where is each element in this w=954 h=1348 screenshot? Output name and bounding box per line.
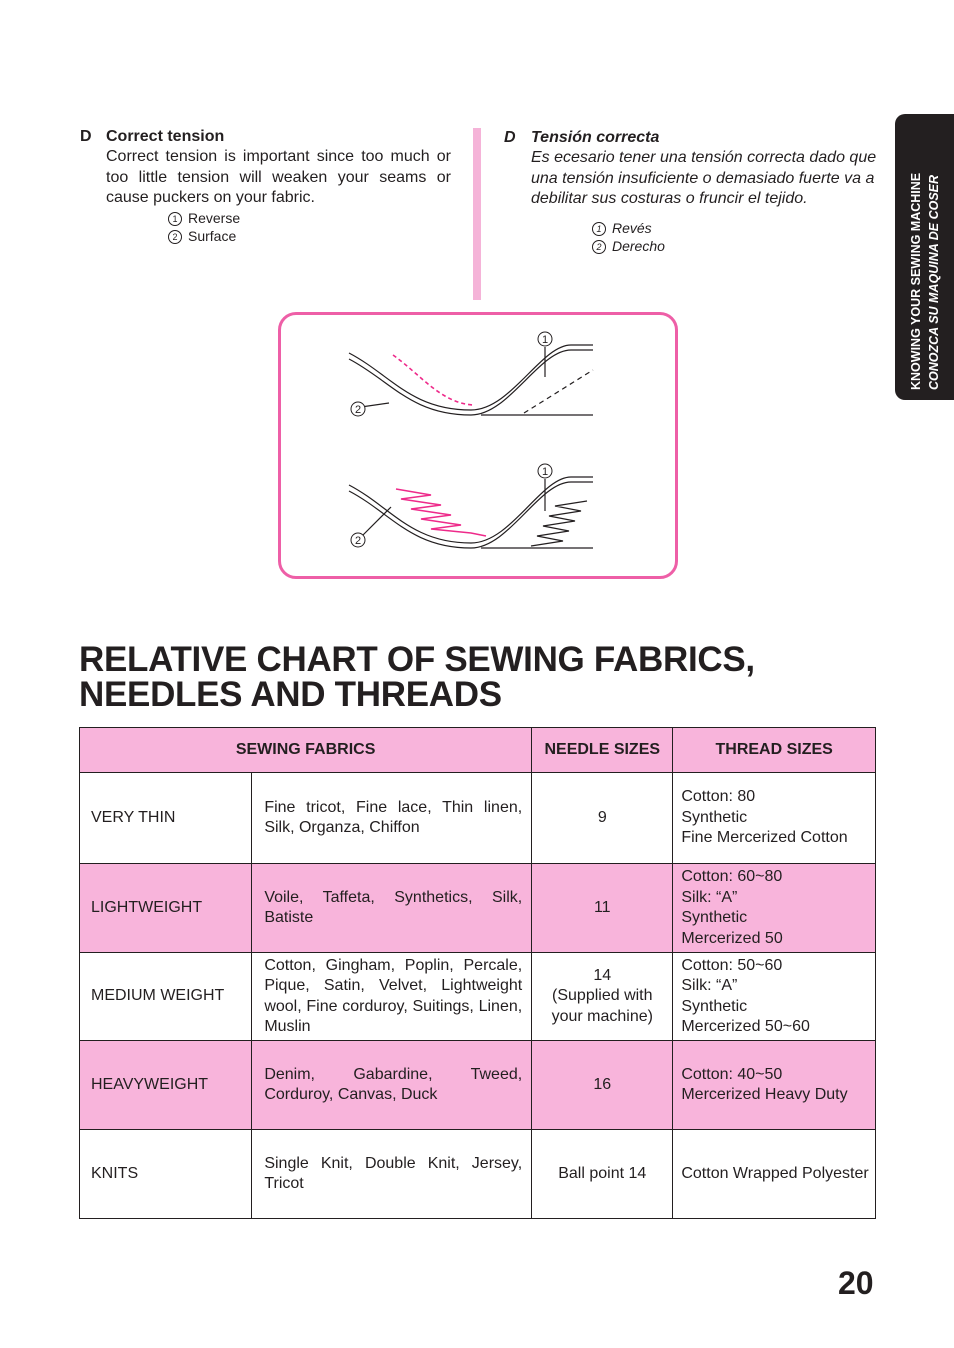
thread-cell: Cotton: 60~80 Silk: “A” Synthetic Mercerized 50 [673,864,876,953]
needle-cell: 9 [532,773,673,864]
legend-label: Reverse [188,210,241,226]
category-cell: MEDIUM WEIGHT [80,953,252,1041]
chapter-side-tab [895,114,954,400]
thread-cell: Cotton: 40~50 Mercerized Heavy Duty [673,1041,876,1130]
header-fabrics: SEWING FABRICS [80,728,532,773]
table-row [80,773,876,864]
legend-label: Surface [188,228,237,244]
legend-es [592,219,665,255]
column-divider [473,128,481,300]
title-line-2: NEEDLES AND THREADS [79,675,502,714]
needle-cell: 11 [532,864,673,953]
section-body-es: Es ecesario tener una tensión correcta dado que una tensión insuficiente o demasiado fuerte va a debilitar sus costuras o fruncir el tejido. [531,149,877,207]
legend-label: Revés [612,220,652,236]
table-row [80,864,876,953]
section-letter-en: D [80,128,92,145]
marker-2-top: 2 [354,404,362,416]
side-tab-label-es: CONOZCA SU MAQUINA DE COSER [927,174,941,390]
legend-en [168,209,240,245]
fabrics-cell: Cotton, Gingham, Poplin, Percale, Pique, Satin, Velvet, Lightweight wool, Fine corduroy, Suitings, Linen, Muslin [252,953,532,1041]
seam-diagram [281,315,675,576]
section-heading-es: Tensión correcta [531,129,660,146]
tension-illustration [278,312,678,579]
table-row [80,953,876,1041]
legend-number: 2 [592,240,606,254]
table-row [80,1130,876,1219]
section-letter-es: D [504,129,516,146]
legend-label: Derecho [612,238,665,254]
legend-number: 2 [168,230,182,244]
legend-number: 1 [168,212,182,226]
thread-cell: Cotton: 50~60 Silk: “A” Synthetic Mercerized 50~60 [673,953,876,1041]
category-cell: VERY THIN [80,773,252,864]
category-cell: LIGHTWEIGHT [80,864,252,953]
legend-number: 1 [592,222,606,236]
legend-item [592,219,665,237]
legend-item [168,209,240,227]
thread-cell: Cotton Wrapped Polyester [673,1130,876,1219]
title-line-1: RELATIVE CHART OF SEWING FABRICS, [79,640,755,679]
thread-cell: Cotton: 80 Synthetic Fine Mercerized Cotton [673,773,876,864]
section-heading-en: Correct tension [106,128,225,145]
needle-cell: 16 [532,1041,673,1130]
table-header-row [80,728,876,773]
section-body-en: Correct tension is important since too much or too little tension will weaken your seams or cause puckers on your fabric. [106,148,451,206]
category-cell: KNITS [80,1130,252,1219]
side-tab-label-en: KNOWING YOUR SEWING MACHINE [909,172,923,390]
header-threads: THREAD SIZES [673,728,876,773]
fabric-needle-thread-table [79,727,876,1219]
fabrics-cell: Single Knit, Double Knit, Jersey, Tricot [252,1130,532,1219]
fabrics-cell: Denim, Gabardine, Tweed, Corduroy, Canvas, Duck [252,1041,532,1130]
needle-cell: Ball point 14 [532,1130,673,1219]
fabrics-cell: Voile, Taffeta, Synthetics, Silk, Batiste [252,864,532,953]
marker-1-bottom: 1 [541,466,549,478]
fabrics-cell: Fine tricot, Fine lace, Thin linen, Silk, Organza, Chiffon [252,773,532,864]
legend-item [592,237,665,255]
category-cell: HEAVYWEIGHT [80,1041,252,1130]
needle-cell: 14 (Supplied with your machine) [532,953,673,1041]
marker-1-top: 1 [541,334,549,346]
header-needles: NEEDLE SIZES [532,728,673,773]
table-row [80,1041,876,1130]
page-title [79,642,879,712]
page-number: 20 [838,1265,874,1301]
marker-2-bottom: 2 [354,535,362,547]
legend-item [168,227,240,245]
